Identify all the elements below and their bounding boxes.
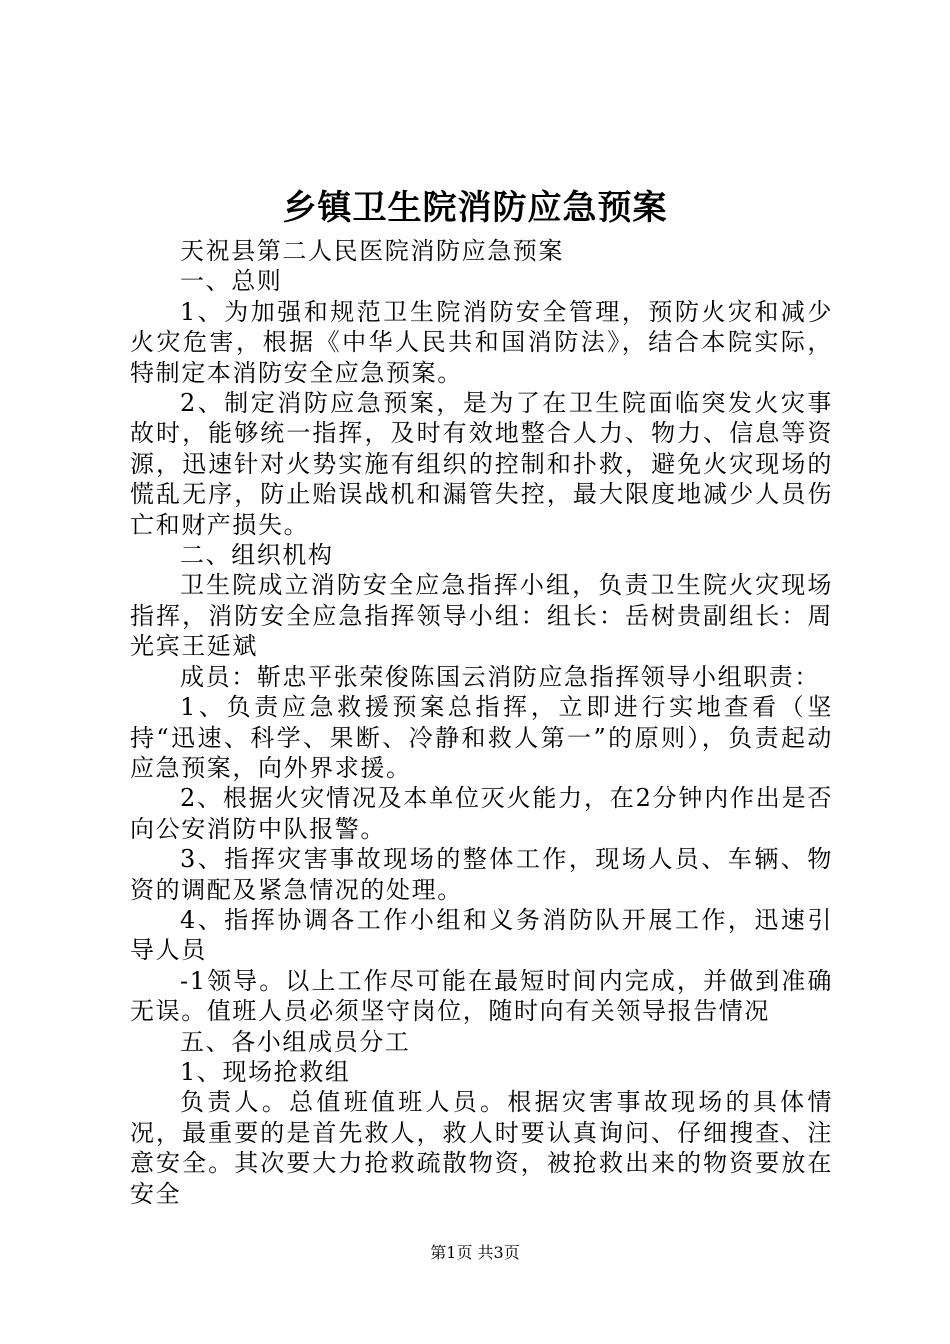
paragraph: 二、组织机构	[180, 541, 334, 570]
paragraph: 一、总则	[180, 267, 283, 296]
document-title: 乡镇卫生院消防应急预案	[282, 188, 668, 228]
paragraph: -1领导。以上工作尽可能在最短时间内完成，并做到准确无误。值班人员必须坚守岗位，随时向有关领导报告情况	[130, 966, 833, 1026]
paragraph: 天祝县第二人民医院消防应急预案	[180, 237, 564, 265]
paragraph: 4、指挥协调各工作小组和义务消防队开展工作，迅速引导人员	[130, 905, 833, 965]
document-body	[130, 236, 833, 1209]
paragraph: 卫生院成立消防安全应急指挥小组，负责卫生院火灾现场指挥，消防安全应急指挥领导小组：组长：岳树贵副组长：周光宾王延斌	[130, 571, 833, 661]
paragraph: 成员：靳忠平张荣俊陈国云消防应急指挥领导小组职责：	[180, 662, 820, 691]
paragraph: 1、现场抢救组	[180, 1057, 351, 1086]
paragraph: 五、各小组成员分工	[180, 1027, 411, 1056]
paragraph: 2、根据火灾情况及本单位灭火能力，在2分钟内作出是否向公安消防中队报警。	[130, 784, 833, 843]
paragraph: 1、负责应急救援预案总指挥，立即进行实地查看（坚持“迅速、科学、果断、冷静和救人第一”的原则），负责起动应急预案，向外界求援。	[130, 693, 833, 782]
paragraph: 负责人。总值班值班人员。根据灾害事故现场的具体情况，最重要的是首先救人，救人时要认真询问、仔细搜查、注意安全。其次要大力抢救疏散物资，被抢救出来的物资要放在安全	[130, 1088, 833, 1208]
paragraph: 3、指挥灾害事故现场的整体工作，现场人员、车辆、物资的调配及紧急情况的处理。	[130, 845, 833, 904]
paragraph: 1、为加强和规范卫生院消防安全管理，预防火灾和减少火灾危害，根据《中华人民共和国消防法》，结合本院实际，特制定本消防安全应急预案。	[130, 297, 833, 387]
paragraph: 2、制定消防应急预案，是为了在卫生院面临突发火灾事故时，能够统一指挥，及时有效地整合人力、物力、信息等资源，迅速针对火势实施有组织的控制和扑救，避免火灾现场的慌乱无序，防止贻误战机和漏管失控，最大限度地减少人员伤亡和财产损失。	[130, 389, 833, 539]
page-footer: 第1页 共3页	[430, 1243, 520, 1262]
